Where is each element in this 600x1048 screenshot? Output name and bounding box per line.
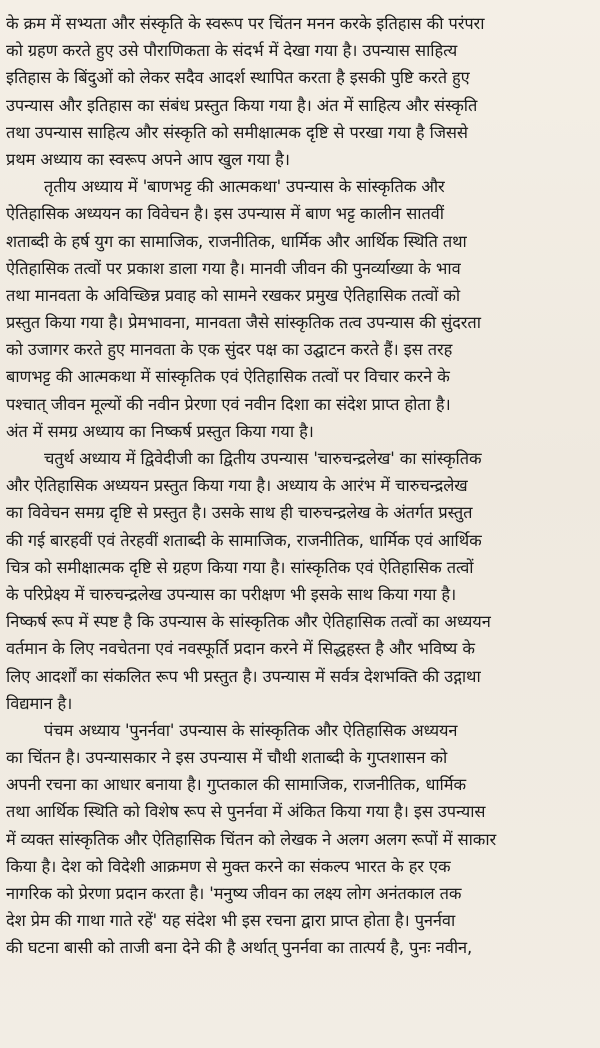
- text-line: ऐतिहासिक तत्वों पर प्रकाश डाला गया है। मानवी जीवन की पुनर्व्याख्या के भाव: [6, 258, 461, 278]
- text-line: में व्यक्त सांस्कृतिक और ऐतिहासिक चिंतन को लेखक ने अलग अलग रूपों में साकार: [6, 829, 497, 849]
- text-line: चतुर्थ अध्याय में द्विवेदीजी का द्वितीय उपन्यास 'चारुचन्द्रलेख' का सांस्कृतिक: [44, 449, 482, 468]
- text-line: अंत में समग्र अध्याय का निष्कर्ष प्रस्तुत किया गया है।: [6, 421, 314, 441]
- text-line: शताब्दी के हर्ष युग का सामाजिक, राजनीतिक, धार्मिक और आर्थिक स्थिति तथा: [6, 231, 467, 251]
- page-text: [6, 10, 594, 962]
- paragraph-chapter-summary-1: [6, 10, 594, 173]
- text-line: को ग्रहण करते हुए उसे पौराणिकता के संदर्भ में देखा गया है। उपन्यास साहित्य: [6, 41, 458, 61]
- text-line: तथा उपन्यास साहित्य और संस्कृति को समीक्षात्मक दृष्टि से परखा गया है जिससे: [6, 122, 468, 142]
- text-line: चित्र को समीक्षात्मक दृष्टि से ग्रहण किया गया है। सांस्कृतिक एवं ऐतिहासिक तत्वों: [6, 557, 474, 577]
- paragraph-chapter-5: [6, 717, 594, 962]
- text-line: का चिंतन है। उपन्यासकार ने इस उपन्यास में चौथी शताब्दी के गुप्तशासन को: [6, 748, 448, 768]
- text-line: की गई बारहवीं एवं तेरहवीं शताब्दी के सामाजिक, राजनीतिक, धार्मिक एवं आर्थिक: [6, 530, 482, 550]
- text-line: के परिप्रेक्ष्य में चारुचन्द्रलेख उपन्यास का परीक्षण भी इसके साथ किया गया है।: [6, 584, 457, 604]
- text-line: तृतीय अध्याय में 'बाणभट्ट की आत्मकथा' उपन्यास के सांस्कृतिक और: [44, 177, 445, 197]
- text-line: पश्चात् जीवन मूल्यों की नवीन प्रेरणा एवं नवीन दिशा का संदेश प्राप्त होता है।: [6, 394, 451, 414]
- text-line: के क्रम में सभ्यता और संस्कृति के स्वरूप पर चिंतन मनन करके इतिहास की परंपरा: [6, 14, 485, 33]
- text-line: उपन्यास और इतिहास का संबंध प्रस्तुत किया गया है। अंत में साहित्य और संस्कृति: [6, 95, 478, 115]
- text-line: प्रस्तुत किया गया है। प्रेमभावना, मानवता जैसे सांस्कृतिक तत्व उपन्यास की सुंदरता: [6, 313, 481, 333]
- text-line: तथा मानवता के अविच्छिन्न प्रवाह को सामने रखकर प्रमुख ऐतिहासिक तत्वों को: [6, 285, 461, 305]
- text-line: इतिहास के बिंदुओं को लेकर सदैव आदर्श स्थापित करता है इसकी पुष्टि करते हुए: [6, 68, 470, 88]
- text-line: निष्कर्ष रूप में स्पष्ट है कि उपन्यास के सांस्कृतिक और ऐतिहासिक तत्वों का अध्ययन: [6, 612, 491, 632]
- text-line: किया है। देश को विदेशी आक्रमण से मुक्त करने का संकल्प भारत के हर एक: [6, 856, 451, 876]
- paragraph-chapter-3: [6, 173, 594, 445]
- text-line: प्रथम अध्याय का स्वरूप अपने आप खुल गया है।: [6, 149, 290, 169]
- text-line: का विवेचन समग्र दृष्टि से प्रस्तुत है। उसके साथ ही चारुचन्द्रलेख के अंतर्गत प्रस्तुत: [6, 503, 473, 523]
- text-line: अपनी रचना का आधार बनाया है। गुप्तकाल की सामाजिक, राजनीतिक, धार्मिक: [6, 775, 466, 795]
- text-line: वर्तमान के लिए नवचेतना एवं नवस्फूर्ति प्रदान करने में सिद्धहस्त है और भविष्य के: [6, 639, 475, 659]
- text-line: पंचम अध्याय 'पुनर्नवा' उपन्यास के सांस्कृतिक और ऐतिहासिक अध्ययन: [44, 720, 458, 740]
- text-line: देश प्रेम की गाथा गाते रहें' यह संदेश भी इस रचना द्वारा प्राप्त होता है। पुनर्नवा: [6, 911, 456, 931]
- text-line: ऐतिहासिक अध्ययन का विवेचन है। इस उपन्यास में बाण भट्ट कालीन सातवीं: [6, 204, 444, 224]
- paragraph-chapter-4: [6, 445, 594, 717]
- text-line: की घटना बासी को ताजी बना देने की है अर्थात् पुनर्नवा का तात्पर्य है, पुनः नवीन,: [6, 938, 473, 958]
- text-line: विद्यमान है।: [6, 693, 73, 713]
- text-line: बाणभट्ट की आत्मकथा में सांस्कृतिक एवं ऐतिहासिक तत्वों पर विचार करने के: [6, 367, 450, 387]
- text-line: को उजागर करते हुए मानवता के एक सुंदर पक्ष का उद्घाटन करते हैं। इस तरह: [6, 340, 453, 360]
- text-line: तथा आर्थिक स्थिति को विशेष रूप से पुनर्नवा में अंकित किया गया है। इस उपन्यास: [6, 802, 486, 822]
- text-line: और ऐतिहासिक अध्ययन प्रस्तुत किया गया है। अध्याय के आरंभ में चारुचन्द्रलेख: [6, 476, 468, 496]
- text-line: नागरिक को प्रेरणा प्रदान करता है। 'मनुष्य जीवन का लक्ष्य लोग अनंतकाल तक: [6, 884, 462, 903]
- text-line: लिए आदर्शों का संकलित रूप भी प्रस्तुत है। उपन्यास में सर्वत्र देशभक्ति की उद्गाथा: [6, 666, 481, 686]
